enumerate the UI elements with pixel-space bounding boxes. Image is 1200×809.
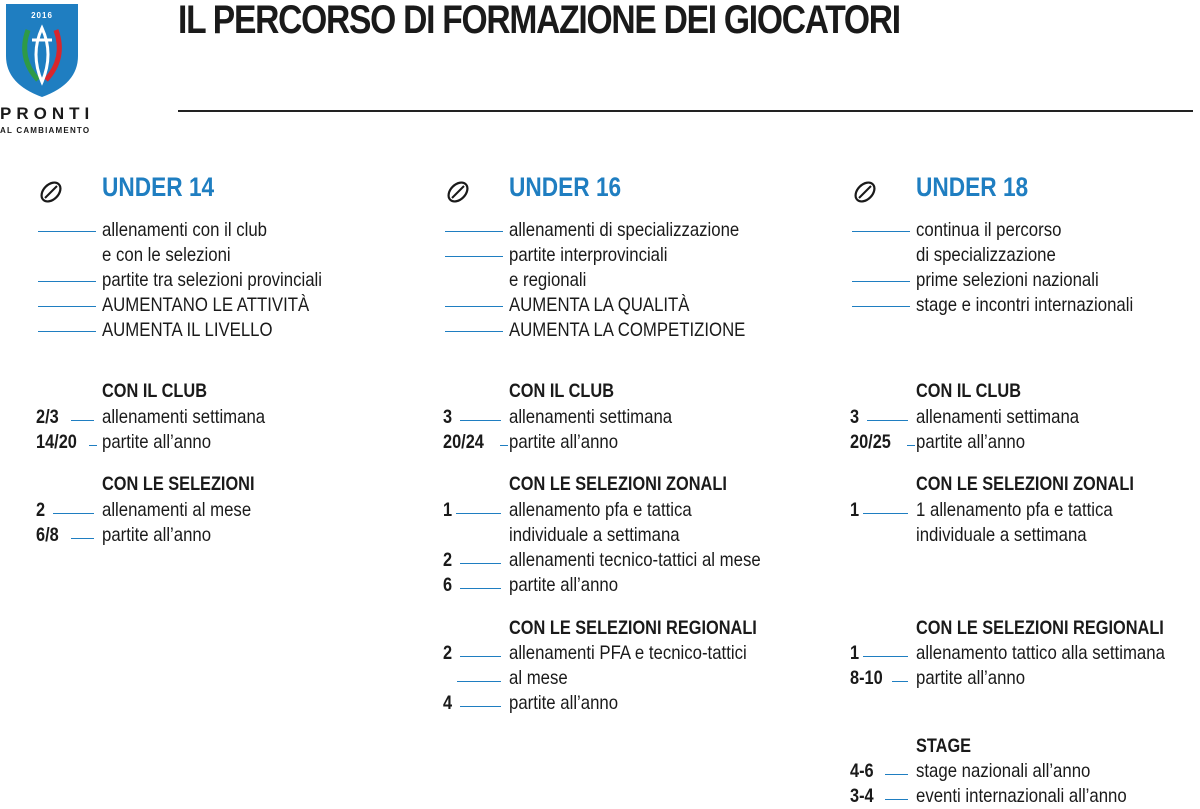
connector-line: [500, 445, 508, 446]
stat-text: allenamento tattico alla settimana: [916, 642, 1165, 664]
connector-line: [445, 331, 503, 332]
stat-row: [443, 430, 833, 455]
connector-line: [460, 656, 501, 657]
section-heading: CON LE SELEZIONI: [102, 474, 255, 495]
stat-number: 4: [443, 693, 453, 714]
connector-line: [457, 681, 501, 682]
logo: [0, 0, 95, 140]
connector-line: [445, 231, 503, 232]
connector-line: [460, 588, 501, 589]
stat-text: allenamenti settimana: [916, 406, 1080, 428]
connector-line: [71, 420, 94, 421]
stat-text: allenamenti PFA e tecnico-tattici: [509, 642, 747, 664]
intro-text: AUMENTA LA QUALITÀ: [509, 294, 690, 316]
connector-line: [852, 281, 910, 282]
stat-text: allenamenti settimana: [509, 406, 673, 428]
stat-row: [850, 523, 1200, 548]
intro-line: [443, 293, 833, 318]
intro-line: [443, 218, 833, 243]
section-heading: CON LE SELEZIONI ZONALI: [916, 474, 1134, 495]
connector-line: [863, 656, 908, 657]
intro-text: allenamenti con il club: [102, 219, 267, 241]
stat-row: [443, 548, 833, 573]
intro-line: [36, 318, 426, 343]
column-header: [443, 170, 833, 210]
connector-line: [71, 538, 94, 539]
connector-line: [852, 231, 910, 232]
stat-row: [850, 784, 1200, 809]
rugby-ball-icon: [38, 180, 64, 204]
connector-line: [460, 420, 501, 421]
column-header: [36, 170, 426, 210]
intro-line: [850, 218, 1200, 243]
stat-row: [850, 641, 1200, 666]
intro-line: [443, 268, 833, 293]
stat-row: [850, 498, 1200, 523]
connector-line: [907, 445, 915, 446]
connector-line: [38, 331, 96, 332]
stat-text: partite all’anno: [916, 431, 1026, 453]
stat-row: [36, 523, 426, 548]
stat-row: [850, 666, 1200, 691]
column-title: UNDER 14: [102, 172, 215, 202]
stat-text: partite all’anno: [509, 574, 619, 596]
stat-text: al mese: [509, 667, 568, 689]
intro-text: partite interprovinciali: [509, 244, 668, 266]
stat-row: [850, 405, 1200, 430]
connector-line: [852, 306, 910, 307]
connector-line: [460, 563, 501, 564]
stat-number: 6: [443, 575, 453, 596]
stat-text: individuale a settimana: [916, 524, 1087, 546]
intro-line: [36, 218, 426, 243]
section-heading: CON LE SELEZIONI REGIONALI: [916, 618, 1164, 639]
stat-number: 2/3: [36, 407, 59, 428]
connector-line: [885, 799, 908, 800]
rugby-ball-icon: [445, 180, 471, 204]
connector-line: [89, 445, 97, 446]
stat-row: [443, 666, 833, 691]
stat-row: [443, 691, 833, 716]
intro-text: prime selezioni nazionali: [916, 269, 1099, 291]
connector-line: [445, 306, 503, 307]
stat-row: [850, 759, 1200, 784]
stat-number: 1: [850, 500, 860, 521]
stat-text: individuale a settimana: [509, 524, 680, 546]
stat-row: [36, 498, 426, 523]
stat-number: 20/24: [443, 432, 484, 453]
stat-text: partite all’anno: [916, 667, 1026, 689]
intro-line: [443, 318, 833, 343]
intro-text: continua il percorso: [916, 219, 1062, 241]
connector-line: [445, 256, 503, 257]
intro-line: [850, 268, 1200, 293]
intro-text: e con le selezioni: [102, 244, 231, 266]
stat-text: 1 allenamento pfa e tattica: [916, 499, 1113, 521]
stat-number: 1: [443, 500, 453, 521]
stat-text: eventi internazionali all’anno: [916, 785, 1127, 807]
stat-number: 14/20: [36, 432, 77, 453]
stat-row: [443, 405, 833, 430]
stat-row: [36, 405, 426, 430]
logo-year: 2016: [31, 11, 53, 20]
connector-line: [863, 513, 908, 514]
stat-row: [443, 641, 833, 666]
stat-text: allenamenti al mese: [102, 499, 252, 521]
stat-number: 2: [443, 643, 453, 664]
intro-text: AUMENTA LA COMPETIZIONE: [509, 319, 746, 341]
column-header: [850, 170, 1200, 210]
stat-number: 3: [443, 407, 453, 428]
intro-line: [850, 293, 1200, 318]
stat-number: 6/8: [36, 525, 59, 546]
stat-row: [443, 523, 833, 548]
connector-line: [867, 420, 908, 421]
stat-text: allenamenti settimana: [102, 406, 266, 428]
page-title: IL PERCORSO DI FORMAZIONE DEI GIOCATORI: [178, 0, 900, 42]
stat-row: [443, 498, 833, 523]
section-heading: CON IL CLUB: [916, 381, 1022, 402]
intro-text: partite tra selezioni provinciali: [102, 269, 322, 291]
column-under-14: [36, 170, 426, 805]
stat-text: partite all’anno: [102, 431, 212, 453]
stat-text: partite all’anno: [509, 692, 619, 714]
stat-number: 3: [850, 407, 860, 428]
connector-line: [38, 281, 96, 282]
intro-text: AUMENTANO LE ATTIVITÀ: [102, 294, 310, 316]
stat-number: 20/25: [850, 432, 891, 453]
stat-number: 1: [850, 643, 860, 664]
section-heading: CON LE SELEZIONI ZONALI: [509, 474, 727, 495]
stat-row: [36, 430, 426, 455]
intro-line: [36, 293, 426, 318]
stat-text: allenamento pfa e tattica: [509, 499, 692, 521]
intro-text: stage e incontri internazionali: [916, 294, 1134, 316]
stat-row: [443, 573, 833, 598]
column-under-18: [850, 170, 1200, 805]
connector-line: [38, 306, 96, 307]
section-heading: CON LE SELEZIONI REGIONALI: [509, 618, 757, 639]
section-heading: CON IL CLUB: [509, 381, 615, 402]
logo-wordmark: PRONTI: [0, 104, 95, 123]
stat-number: 2: [443, 550, 453, 571]
intro-line: [36, 243, 426, 268]
stat-text: partite all’anno: [509, 431, 619, 453]
intro-text: AUMENTA IL LIVELLO: [102, 319, 273, 341]
title-divider: [178, 110, 1193, 112]
connector-line: [53, 513, 94, 514]
stat-number: 4-6: [850, 761, 874, 782]
connector-line: [460, 706, 501, 707]
logo-tagline: AL CAMBIAMENTO: [0, 126, 91, 135]
intro-text: di specializzazione: [916, 244, 1056, 266]
stat-text: allenamenti tecnico-tattici al mese: [509, 549, 761, 571]
stat-number: 8-10: [850, 668, 883, 689]
column-title: UNDER 16: [509, 172, 622, 202]
rugby-ball-icon: [852, 180, 878, 204]
intro-line: [443, 243, 833, 268]
column-title: UNDER 18: [916, 172, 1029, 202]
connector-line: [892, 681, 908, 682]
stat-text: stage nazionali all’anno: [916, 760, 1091, 782]
column-under-16: [443, 170, 833, 805]
connector-line: [456, 513, 501, 514]
stat-number: 2: [36, 500, 46, 521]
intro-line: [850, 243, 1200, 268]
intro-line: [36, 268, 426, 293]
section-heading: CON IL CLUB: [102, 381, 208, 402]
stat-row: [850, 430, 1200, 455]
stat-text: partite all’anno: [102, 524, 212, 546]
stat-number: 3-4: [850, 786, 874, 807]
intro-text: e regionali: [509, 269, 587, 291]
connector-line: [38, 231, 96, 232]
connector-line: [885, 774, 908, 775]
section-heading: STAGE: [916, 736, 972, 757]
intro-text: allenamenti di specializzazione: [509, 219, 740, 241]
